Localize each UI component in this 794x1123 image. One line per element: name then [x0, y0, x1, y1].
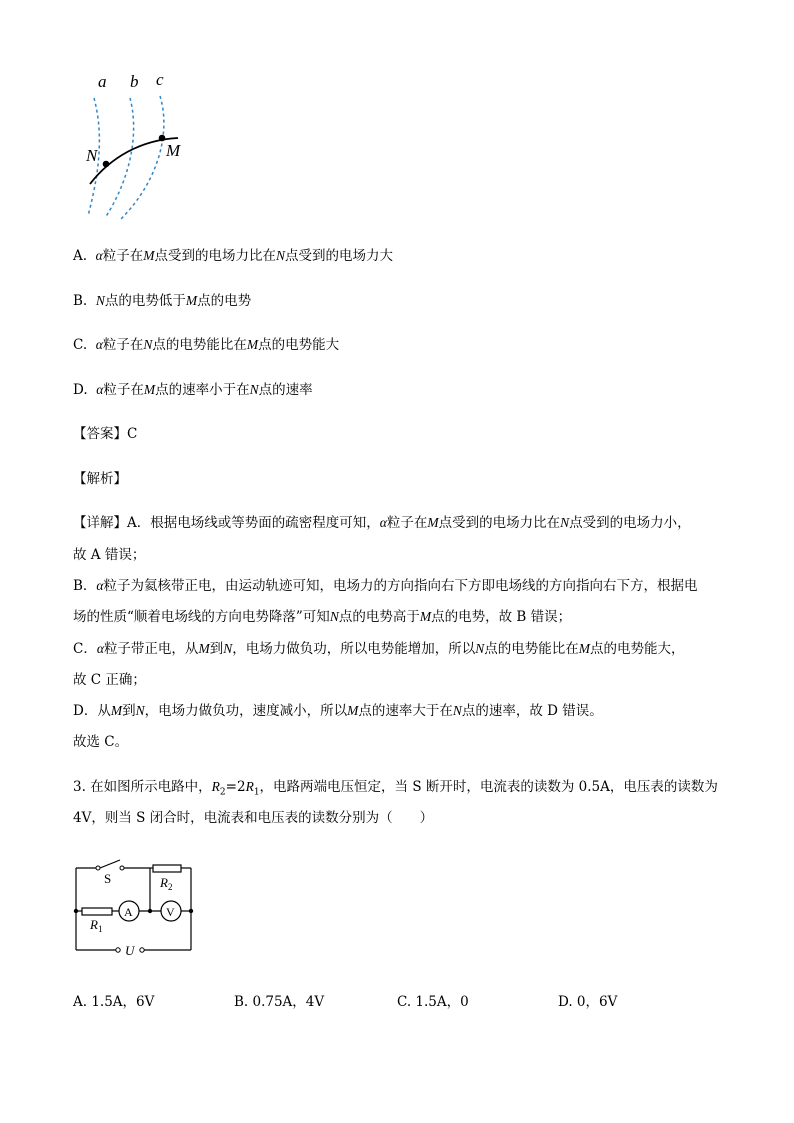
resistor-R1	[82, 908, 112, 915]
field-line-c	[120, 96, 164, 220]
analysis-tag: 【解析】	[73, 471, 127, 487]
terminal-left	[116, 948, 120, 952]
detail-line-1: 【详解】A．根据电场线或等势面的疏密程度可知，α粒子在M点受到的电场力比在N点受到的电场力小，	[73, 515, 691, 531]
question3-line-2: 4V，则当 S 闭合时，电流表和电压表的读数分别为（ ）	[73, 810, 434, 826]
label-b: b	[130, 72, 139, 91]
point-N	[103, 161, 110, 168]
detail-line-8: 故选 C。	[73, 734, 129, 750]
label-a: a	[98, 72, 107, 91]
label-R1: $R_1$	[90, 917, 103, 934]
detail-line-4: 场的性质“顺着电场线的方向电势降落”可知N点的电势高于M点的电势，故 B 错误；	[73, 609, 572, 625]
field-line-b	[105, 98, 134, 218]
option-a: A. α粒子在M点受到的电场力比在N点受到的电场力大	[73, 248, 393, 264]
q3-option-c: C. 1.5A，0	[397, 994, 469, 1010]
label-R2: $R_2$	[160, 875, 173, 892]
detail-line-2: 故 A 错误；	[73, 547, 146, 563]
switch-blade	[100, 860, 120, 868]
option-c: C. α粒子在N点的电势能比在M点的电势能大	[73, 337, 340, 353]
point-M	[159, 135, 166, 142]
detail-line-3: B．α粒子为氦核带正电，由运动轨迹可知，电场力的方向指向右下方即电场线的方向指向右下方，根据电	[73, 578, 698, 594]
detail-line-6: 故 C 正确；	[73, 672, 146, 688]
label-A: A	[124, 905, 133, 919]
detail-line-7: D．从M到N，电场力做负功，速度减小，所以M点的速率大于在N点的速率，故 D 错误。	[73, 703, 603, 719]
question3-line-1: 3. 在如图所示电路中，$R_2=2R_1$，电路两端电压恒定，当 S 断开时，电流表的读数为 0.5A，电压表的读数为	[73, 779, 718, 798]
field-line-figure	[80, 68, 200, 223]
resistor-R2	[153, 865, 181, 872]
q3-option-a: A. 1.5A，6V	[73, 994, 155, 1010]
answer-line: 【答案】C	[73, 426, 138, 442]
label-S: S	[104, 871, 112, 886]
detail-line-5: C．α粒子带正电，从M到N，电场力做负功，所以电势能增加，所以N点的电势能比在M点的电势能大，	[73, 641, 685, 657]
label-c: c	[156, 70, 164, 89]
terminal-right	[140, 948, 144, 952]
label-N: N	[86, 146, 98, 165]
q3-option-b: B. 0.75A，4V	[234, 994, 325, 1010]
label-M: M	[166, 141, 181, 160]
trajectory-curve	[90, 138, 178, 184]
option-d: D. α粒子在M点的速率小于在N点的速率	[73, 382, 313, 398]
q3-option-d: D. 0，6V	[558, 994, 618, 1010]
option-b: B. N点的电势低于M点的电势	[73, 293, 252, 309]
label-V: V	[166, 905, 175, 919]
label-U: U	[125, 943, 135, 958]
circuit-diagram	[70, 855, 200, 965]
